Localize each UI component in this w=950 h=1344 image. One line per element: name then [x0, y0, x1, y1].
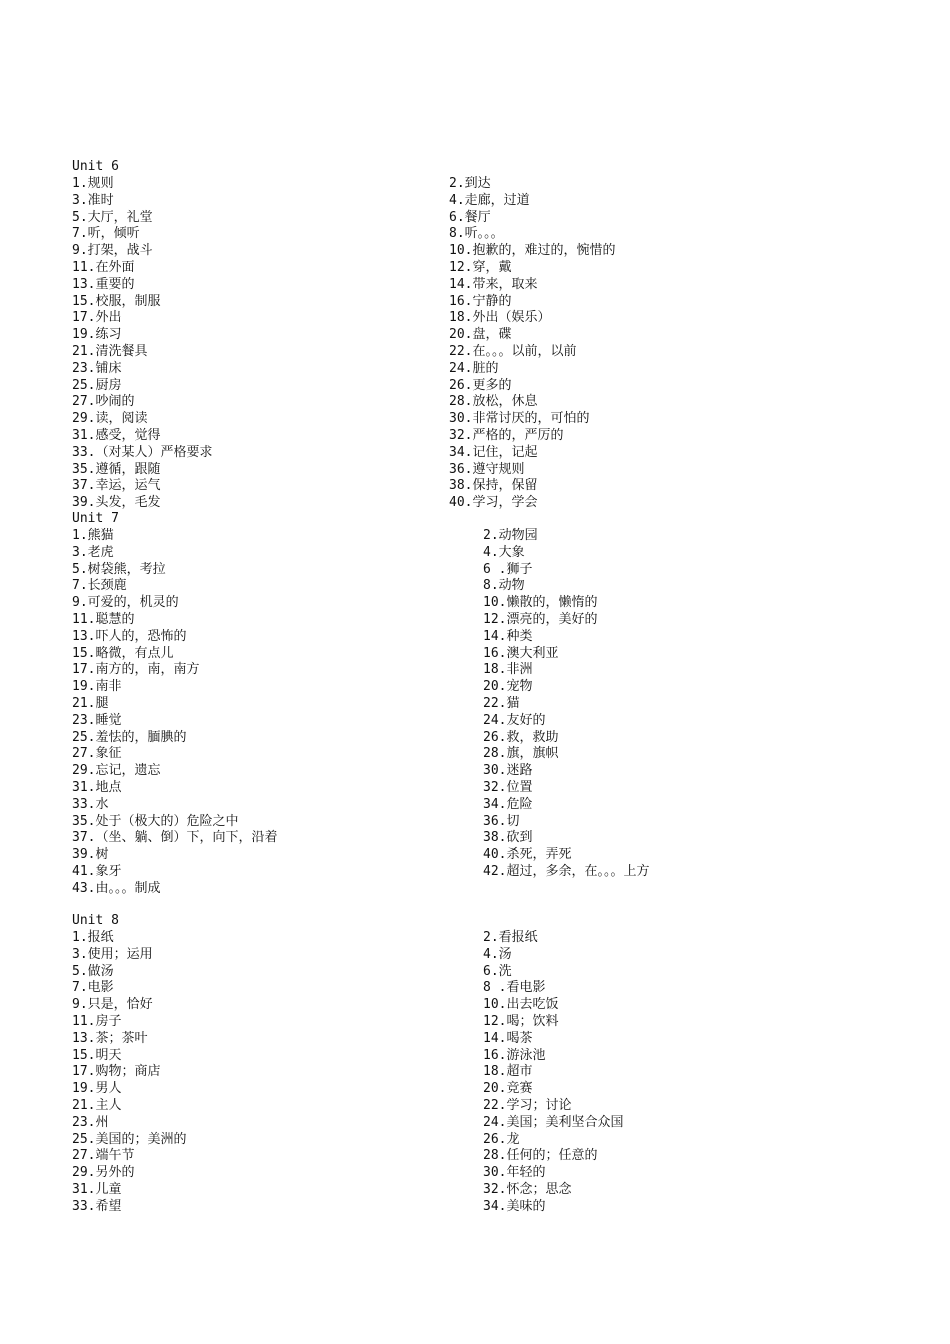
- vocab-item: 25.羞怯的，腼腆的: [72, 729, 187, 745]
- vocab-item: 10.懒散的，懒惰的: [483, 595, 598, 611]
- vocab-item: 26.龙: [483, 1131, 520, 1147]
- vocab-item: 14.带来，取来: [449, 276, 538, 292]
- vocab-item: 2.看报纸: [483, 930, 538, 945]
- vocab-item: 30.非常讨厌的，可怕的: [449, 411, 590, 427]
- vocab-item: 27.吵闹的: [72, 394, 135, 410]
- vocab-item: 13.茶；茶叶: [72, 1030, 148, 1046]
- vocab-item: 6.餐厅: [449, 209, 491, 225]
- vocab-item: 3.准时: [72, 192, 114, 208]
- vocab-item: 36.遵守规则: [449, 461, 525, 477]
- vocab-item: 7.听，倾听: [72, 226, 140, 242]
- vocab-item: 34.记住，记起: [449, 444, 538, 460]
- vocab-item: 20.盘，碟: [449, 327, 512, 343]
- vocab-item: 17.购物；商店: [72, 1064, 161, 1080]
- vocab-item: 13.重要的: [72, 276, 135, 292]
- vocab-item: 28.任何的；任意的: [483, 1148, 598, 1164]
- vocab-item: 40.杀死，弄死: [483, 847, 572, 863]
- vocab-item: 7.长颈鹿: [72, 578, 127, 594]
- vocab-item: 9.打架，战斗: [72, 243, 153, 259]
- vocab-item: 30.迷路: [483, 763, 533, 779]
- vocab-item: 26.救，救助: [483, 729, 559, 745]
- vocab-item: 16.宁静的: [449, 293, 512, 309]
- vocab-item: 33.希望: [72, 1198, 122, 1214]
- unit-title: Unit 7: [72, 511, 119, 526]
- vocab-item: 9.只是，恰好: [72, 997, 153, 1013]
- vocab-item: 38.砍到: [483, 830, 533, 846]
- vocab-item: 21.主人: [72, 1098, 122, 1113]
- vocab-item: 43.由。。。制成: [72, 880, 161, 896]
- vocab-item: 18.非洲: [483, 662, 533, 678]
- vocab-item: 16.游泳池: [483, 1047, 546, 1063]
- vocab-item: 31.地点: [72, 780, 122, 795]
- vocab-item: 2.到达: [449, 176, 491, 191]
- vocab-item: 27.端午节: [72, 1148, 135, 1164]
- vocab-item: 29.读，阅读: [72, 411, 148, 427]
- vocab-item: 24.美国；美利坚合众国: [483, 1114, 624, 1130]
- vocab-item: 14.种类: [483, 628, 533, 644]
- vocab-item: 42.超过，多余，在。。。上方: [483, 864, 650, 879]
- vocab-item: 23.铺床: [72, 360, 122, 376]
- vocab-item: 8 .看电影: [483, 980, 546, 996]
- vocab-item: 33.水: [72, 796, 109, 812]
- vocab-item: 28.旗，旗帜: [483, 746, 559, 762]
- vocab-item: 37.幸运，运气: [72, 478, 161, 494]
- vocab-item: 5.树袋熊，考拉: [72, 561, 166, 577]
- vocab-item: 15.明天: [72, 1047, 122, 1063]
- vocab-item: 3.使用；运用: [72, 946, 153, 962]
- vocab-item: 15.校服，制服: [72, 293, 161, 309]
- vocab-item: 33.（对某人）严格要求: [72, 444, 213, 460]
- vocab-item: 20.宠物: [483, 679, 533, 695]
- vocab-item: 34.美味的: [483, 1198, 546, 1214]
- vocab-item: 1.报纸: [72, 930, 114, 945]
- vocab-item: 20.竞赛: [483, 1081, 533, 1097]
- unit-title: Unit 6: [72, 159, 119, 174]
- vocab-item: 22.学习；讨论: [483, 1098, 572, 1113]
- vocab-item: 31.感受，觉得: [72, 428, 161, 443]
- vocab-item: 18.超市: [483, 1064, 533, 1080]
- vocab-item: 5.大厅，礼堂: [72, 209, 153, 225]
- vocab-item: 25.厨房: [72, 377, 122, 393]
- vocab-item: 10.出去吃饭: [483, 997, 559, 1013]
- vocab-item: 18.外出（娱乐）: [449, 310, 551, 326]
- vocab-item: 11.在外面: [72, 260, 135, 275]
- vocab-item: 39.头发，毛发: [72, 495, 161, 511]
- vocab-item: 39.树: [72, 847, 109, 863]
- vocab-item: 10.抱歉的，难过的，惋惜的: [449, 243, 616, 259]
- vocab-item: 21.清洗餐具: [72, 344, 148, 359]
- vocab-item: 36.切: [483, 813, 520, 829]
- vocab-item: 23.州: [72, 1114, 109, 1130]
- vocab-item: 15.略微，有点儿: [72, 645, 174, 661]
- vocab-item: 14.喝茶: [483, 1030, 533, 1046]
- vocab-item: 38.保持，保留: [449, 478, 538, 494]
- vocab-item: 16.澳大利亚: [483, 645, 559, 661]
- vocab-item: 1.规则: [72, 176, 114, 191]
- vocab-item: 31.儿童: [72, 1182, 122, 1197]
- vocab-item: 3.老虎: [72, 544, 114, 560]
- vocab-item: 22.在。。。以前，以前: [449, 344, 577, 359]
- vocab-item: 32.怀念；思念: [483, 1182, 572, 1197]
- vocab-item: 29.另外的: [72, 1165, 135, 1181]
- unit-title: Unit 8: [72, 913, 119, 928]
- vocab-item: 17.南方的，南，南方: [72, 662, 200, 678]
- vocab-item: 30.年轻的: [483, 1165, 546, 1181]
- vocab-item: 34.危险: [483, 796, 533, 812]
- vocab-item: 6 .狮子: [483, 561, 533, 577]
- vocab-item: 22.猫: [483, 696, 520, 711]
- vocab-item: 27.象征: [72, 746, 122, 762]
- vocab-item: 26.更多的: [449, 377, 512, 393]
- vocab-item: 13.吓人的，恐怖的: [72, 628, 187, 644]
- vocab-item: 40.学习，学会: [449, 495, 538, 511]
- vocab-item: 19.练习: [72, 327, 122, 343]
- vocab-item: 24.友好的: [483, 712, 546, 728]
- vocab-item: 19.南非: [72, 679, 122, 695]
- vocab-item: 4.汤: [483, 946, 512, 962]
- vocab-item: 1.熊猫: [72, 528, 114, 543]
- vocab-item: 12.漂亮的，美好的: [483, 612, 598, 627]
- vocab-item: 11.房子: [72, 1014, 122, 1029]
- vocab-item: 17.外出: [72, 310, 122, 326]
- vocab-item: 35.遵循，跟随: [72, 461, 161, 477]
- vocab-item: 19.男人: [72, 1081, 122, 1097]
- vocab-item: 8.动物: [483, 578, 525, 594]
- vocab-item: 5.做汤: [72, 963, 114, 979]
- vocab-item: 6.洗: [483, 963, 512, 979]
- vocab-item: 12.喝；饮料: [483, 1014, 559, 1029]
- vocab-item: 7.电影: [72, 980, 114, 996]
- vocab-item: 24.脏的: [449, 360, 499, 376]
- vocab-item: 35.处于（极大的）危险之中: [72, 813, 239, 829]
- vocab-item: 37.（坐、躺、倒）下，向下，沿着: [72, 830, 278, 846]
- vocab-item: 41.象牙: [72, 864, 122, 879]
- vocab-item: 29.忘记，遗忘: [72, 763, 161, 779]
- vocab-item: 4.走廊，过道: [449, 192, 530, 208]
- vocab-item: 2.动物园: [483, 528, 538, 543]
- vocab-item: 32.位置: [483, 780, 533, 795]
- vocab-item: 23.睡觉: [72, 712, 122, 728]
- vocab-item: 8.听。。。: [449, 226, 504, 242]
- vocab-item: 9.可爱的，机灵的: [72, 595, 179, 611]
- vocab-item: 11.聪慧的: [72, 612, 135, 627]
- vocab-item: 21.腿: [72, 696, 109, 711]
- vocab-item: 4.大象: [483, 544, 525, 560]
- vocab-item: 25.美国的；美洲的: [72, 1131, 187, 1147]
- vocab-item: 12.穿，戴: [449, 260, 512, 275]
- vocab-item: 28.放松，休息: [449, 394, 538, 410]
- vocab-item: 32.严格的，严厉的: [449, 428, 564, 443]
